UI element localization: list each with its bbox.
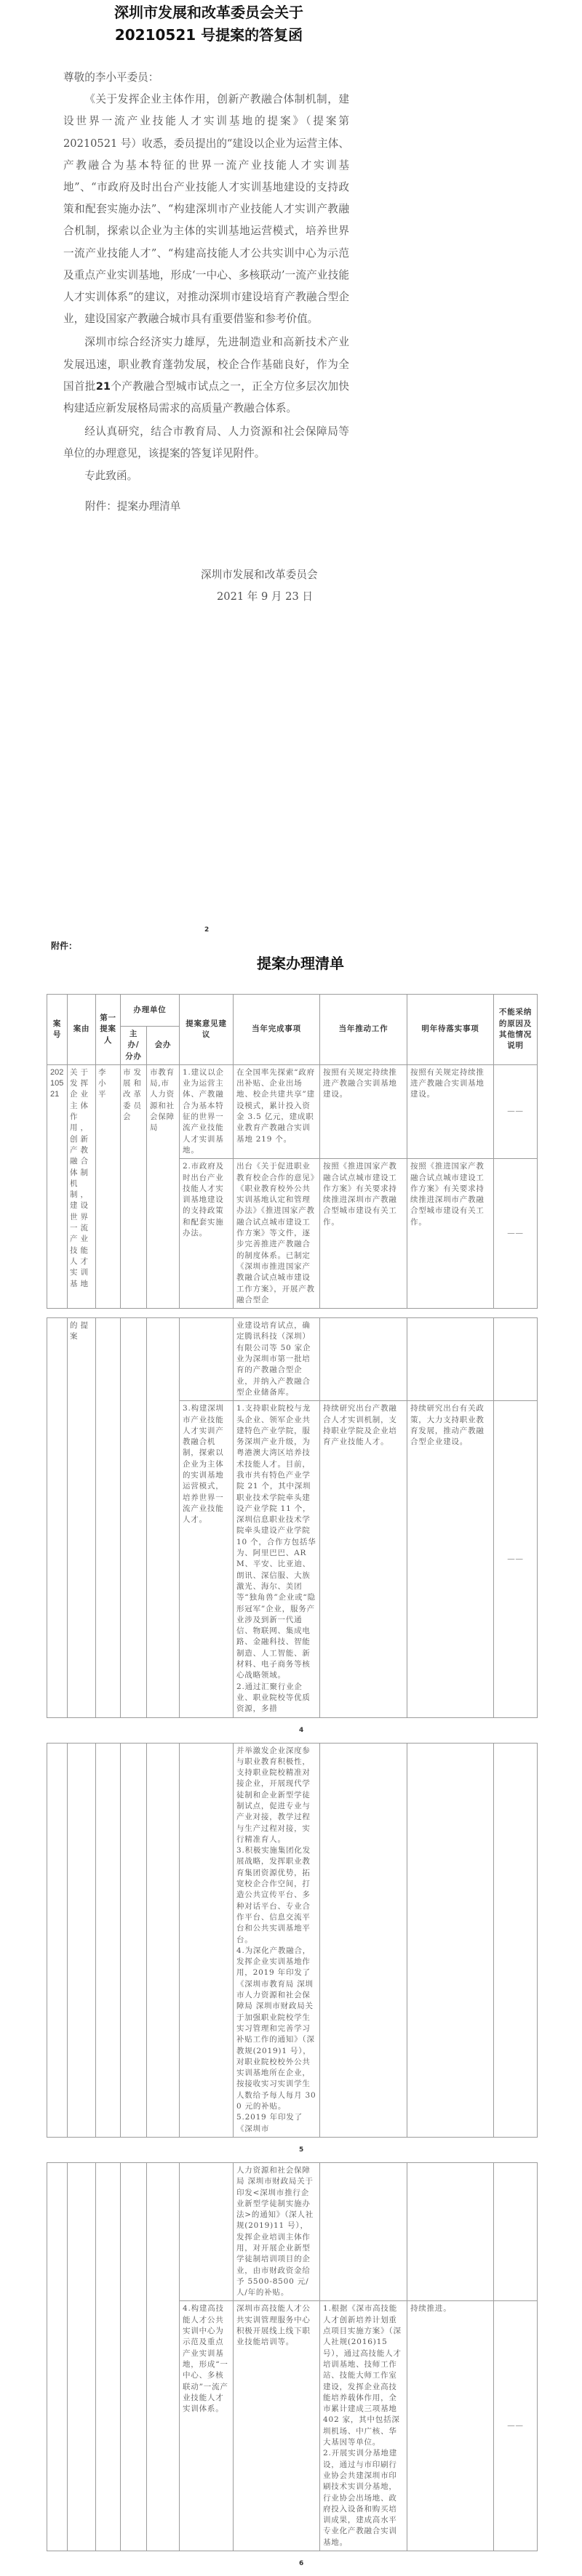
attachment-title: 提案办理清单 [257,955,344,972]
next-year: 持续研究出台有关政策，大力支持职业教育发展，推动产教融合型企业建设。 [407,1401,494,1717]
header-co-unit: 会办 [147,1027,180,1065]
proposal-table-continued [47,2162,538,2551]
suggestion-cont [180,2162,234,2301]
header-suggestion: 提案意见建议 [180,995,234,1065]
co-unit-cont [147,2162,180,2551]
next-year-cont [407,1743,494,2137]
header-reason: 案由 [68,995,96,1065]
pushing: 持续研究出台产教融合人才实训机制，支持职业学院及企业培育产业技能人才。 [320,1401,407,1717]
case-reason-cont [68,2162,96,2551]
paragraph-2-post: 个产教融合型城市试点之一，正全方位多层次加快构建适应新发展格局需求的高质量产教融合体系。 [63,380,349,415]
case-reason-cont [68,1743,96,2137]
first-proposer: 李小平 [96,1064,121,1308]
not-adopted-cont [494,1318,538,1401]
case-no: 20210521 [47,1064,68,1308]
header-pushing: 当年推动工作 [320,995,407,1065]
lead-unit-cont [121,1743,147,2137]
closing: 专此致函。 [84,469,138,482]
letter-body [63,67,349,608]
proposal-table-continued [47,1743,538,2138]
suggestion: 1.建议以企业为运营主体、产教融合为基本特征的世界一流产业技能人才实训基地。 [180,1064,234,1158]
pushing: 按照《推进国家产教融合试点城市建设工作方案》有关要求持续推进深圳市产教融合型城市建设有关工作。 [320,1159,407,1309]
suggestion: 2.市政府及时出台产业技能人才实训基地建设的支持政策和配套实施办法。 [180,1159,234,1309]
paragraph-2 [63,332,349,420]
page-break [0,2551,582,2576]
paragraph-2-pre: 深圳市综合经济实力雄厚，先进制造业和高新技术产业发展迅速，职业教育蓬勃发展，校企合作基础良好，作为全国首批 [63,336,349,393]
page-number: 4 [299,1726,304,1734]
letter-title [63,1,354,47]
lead-unit-cont [121,2162,147,2551]
co-unit-cont [147,1318,180,1717]
pushing-cont [320,1318,407,1401]
pushing-cont [320,2162,407,2301]
signature-block [63,496,349,608]
case-reason-cont: 的提案 [68,1318,96,1717]
header-handling-units: 办理单位 [121,995,180,1027]
next-year-cont [407,1318,494,1401]
header-case-no: 案号 [47,995,68,1065]
header-completed: 当年完成事项 [234,995,320,1065]
case-no-cont [47,1743,68,2137]
first-proposer-cont [96,1318,121,1717]
not-adopted: —— [494,1064,538,1158]
header-not-adopted: 不能采纳的原因及其他情况说明 [494,995,538,1065]
proposal-table-continued [47,1317,538,1717]
completed: 1.支持职业院校与龙头企业、领军企业共建特色产业学院，服务深圳产业升级，为粤港澳大湾区培养技术技能人才。目前，我市共有特色产业学院 21 个，其中深圳职业技术学院牵头建设产业学院 11 个，深圳信息职业技术学院牵头建设产业学院 10 个，合作方包括华为、阿里巴巴、ARM、平安、比亚迪、朗讯、深信服、大族激光、海尔、美团等“独角兽”企业或“隐形冠军”企业，服务产业涉及到新一代通信、物联网、集成电路、金融科技、智能制造、人工智能、新材料、电子商务等核心战略领域。 2.通过汇聚行业企业、职业院校等优质资源，多措 [234,1401,320,1717]
lead-unit-cont [121,1318,147,1717]
first-proposer-cont [96,1743,121,2137]
completed-cont: 并举激发企业深度参与职业教育积极性，支持职业院校精准对接企业，开展现代学徒制和企业新型学徒制试点，促进专业与产业对接，教学过程与生产过程对接，实行精准育人。 3.积极实施集团化发展战略，发挥职业教育集团资源优势，拓宽校企合作空间，打造公共宣传平台、多种对话平台、专业合作平台、信息交流平台和公共实训基地平台。 4.为深化产教融合，发挥企业实训基地作用，2019 年印发了《深圳市教育局 深圳市人力资源和社会保障局 深圳市财政局关于加强职业院校学生实习管理和完善学习补贴工作的通知》（深教规(2019)1 号），对职业院校校外公共实训基地所在企业，按接收实习实训学生人数给予每人每月 300 元的补贴。 5.2019 年印发了《深圳市 [234,1743,320,2137]
letter-title-line1: 深圳市发展和改革委员会关于 [114,4,303,21]
attachment-label: 附件： [51,941,78,951]
proposal-table [47,994,538,1309]
page-number: 5 [299,2146,304,2154]
table-row [47,2162,538,2301]
page-break [0,1718,582,1743]
completed-cont: 业建设培育试点，确定腾讯科技（深圳）有限公司等 50 家企业为深圳市第一批培育的产教融合型企业，并纳入产教融合型企业储备库。 [234,1318,320,1401]
not-adopted-cont [494,1743,538,2137]
page-number: 2 [204,926,210,934]
completed: 在全国率先探索“政府出补贴、企业出场地、校企共建共享”建设模式，累计投入资金 3.5 亿元，建成职业教育产教融合实训基地 219 个。 [234,1064,320,1158]
page-number: 6 [299,2560,304,2567]
suggestion-cont [180,1743,234,2137]
not-adopted: —— [494,1401,538,1717]
paragraph-2-number: 21 [95,380,111,393]
pushing: 按照有关规定持续推进产教融合实训基地建设。 [320,1064,407,1158]
header-first-proposer: 第一提案人 [96,995,121,1065]
next-year-cont [407,2162,494,2301]
completed-cont: 人力资源和社会保障局 深圳市财政局关于印发<深圳市推行企业新型学徒制实施办法>的通知》（深人社规(2019)11 号），发挥企业培训主体作用，对开展企业新型学徒制培训项目的企业，由市财政资金给予 5500-8500 元/人/年的补贴。 [234,2162,320,2301]
table-row [47,1318,538,1401]
suggestion: 3.构建深圳市产业技能人才实训产教融合机制，探索以企业为主体的实训基地运营模式，培养世界一流产业技能人才。 [180,1401,234,1717]
header-row [47,995,538,1027]
case-no-cont [47,1318,68,1717]
co-unit: 市教育局,市人力资源和社会保障局 [147,1064,180,1308]
next-year: 持续推进。 [407,2301,494,2551]
first-proposer-cont [96,2162,121,2551]
page-gap [0,1309,582,1317]
table-segment [47,1743,537,2138]
date: 2021 年 9 月 23 日 [217,590,313,603]
not-adopted: —— [494,1159,538,1309]
signature: 深圳市发展和改革委员会 [201,568,318,581]
table-segment [47,994,537,1309]
table-row [47,1743,538,2137]
letter-title-line2: 20210521 号提案的答复函 [114,26,303,44]
attachment-note: 附件：提案办理清单 [85,499,181,513]
case-no-cont [47,2162,68,2551]
suggestion-cont [180,1318,234,1401]
salutation: 尊敬的李小平委员： [63,71,159,84]
suggestion: 4.构建高技能人才公共实训中心为示范及重点产业实训基地，形成“一中心、多核联动”一流产业技能人才实训体系。 [180,2301,234,2551]
next-year: 按照有关规定持续推进产教融合实训基地建设。 [407,1064,494,1158]
next-year: 按照《推进国家产教融合试点城市建设工作方案》有关要求持续推进深圳市产教融合型城市建设有关工作。 [407,1159,494,1309]
paragraph-1: 《关于发挥企业主体作用，创新产教融合体制机制，建设世界一流产业技能人才实训基地的提案》（提案第20210521 号）收悉，委员提出的“建设以企业为运营主体、产教融合为基本特征的世界一流产业技能人才实训基地”、“市政府及时出台产业技能人才实训基地建设的支持政策和配套实施办法”、“构建深圳市产业技能人才实训产教融合机制，探索以企业为主体的实训基地运营模式，培养世界一流产业技能人才”、“构建高技能人才公共实训中心为示范及重点产业实训基地，形成‘一中心、多核联动’一流产业技能人才实训体系”的建议，对推动深圳市建设培育产教融合型企业，建设国家产教融合城市具有重要借鉴和参考价值。 [63,93,349,326]
not-adopted-cont [494,2162,538,2301]
page-break [0,2138,582,2162]
pushing-cont [320,1743,407,2137]
paragraph-3: 经认真研究，结合市教育局、人力资源和社会保障局等单位的办理意见，该提案的答复详见附件。 [63,425,349,460]
pushing: 1.根据《深市高技能人才创新培养计划重点项目实施方案》（深人社规(2016)15 号），通过高技能人才培训基地、技师工作站、技能大师工作室建设，发挥企业高技能培养载体作用，全市累计建成三项基地 402 家，其中包括深圳机场、中广核、华大基因等单位。 2.开展实训分基地建设，通过与市印刷行业协会共建深圳市印刷技术实训分基地，行业协会出场地、政府投入设备和购买培训成果，建成高水平专业化产教融合实训基地。 [320,2301,407,2551]
table-segment [47,2162,537,2551]
header-next-year: 明年待落实事项 [407,995,494,1065]
table-segment [47,1317,537,1717]
header-lead-unit: 主办/分办 [121,1027,147,1065]
lead-unit: 市发展和改革委员会 [121,1064,147,1308]
completed: 深圳市高技能人才公共实训管理服务中心积极开展线上线下职业技能培训等。 [234,2301,320,2551]
completed: 出台《关于促进职业教育校企合作的意见》《职业教育校外公共实训基地认定和管理办法》《推进国家产教融合试点城市建设工作方案》等文件，逐步完善推进产教融合的制度体系。已制定《深圳市推进国家产教融合试点城市建设工作方案》，开展产教融合型企 [234,1159,320,1309]
attachment-section [0,926,582,2576]
case-reason: 关于发挥企业主体作用，创新产教融合体制机制，建设世界一流产业技能人才实训基地 [68,1064,96,1308]
co-unit-cont [147,1743,180,2137]
not-adopted: —— [494,2301,538,2551]
table-row [47,1064,538,1158]
